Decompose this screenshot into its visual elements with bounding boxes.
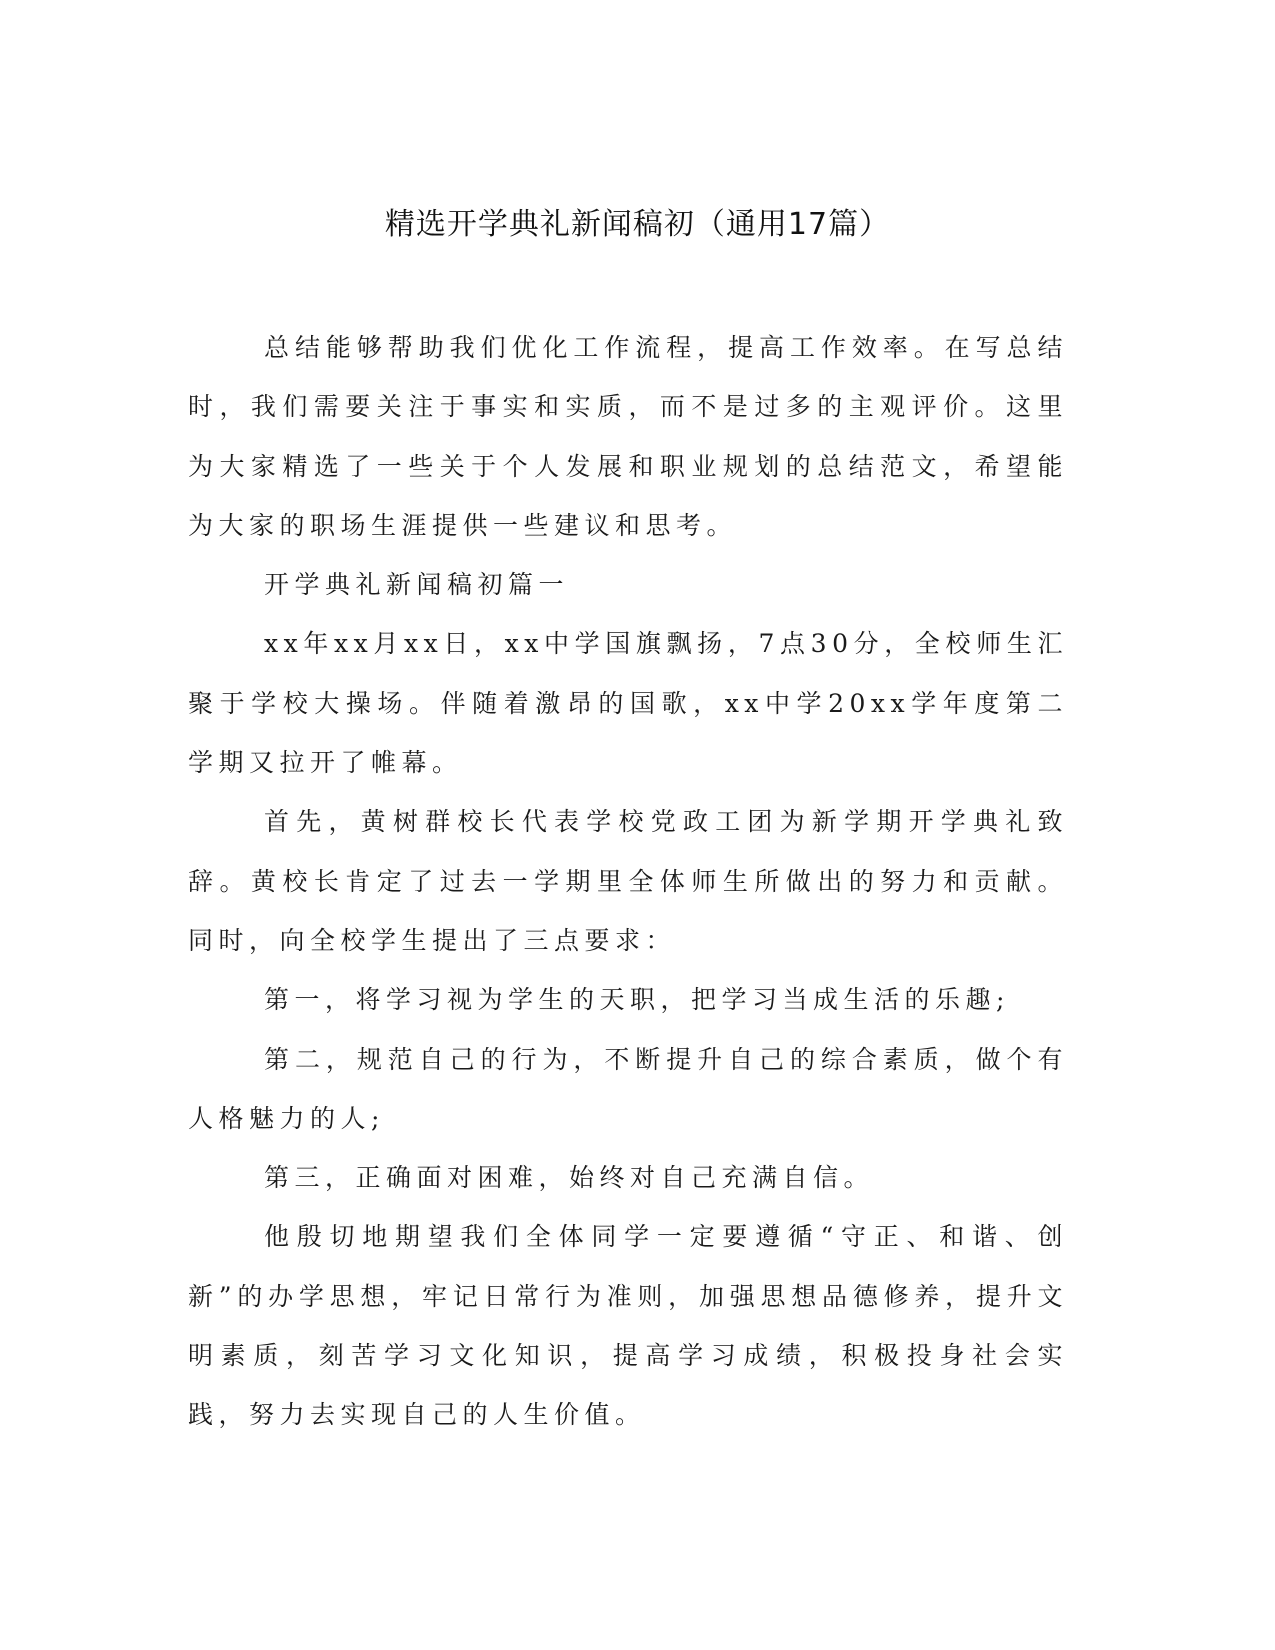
list-item-first: 第一，将学习视为学生的天职，把学习当成生活的乐趣; xyxy=(264,985,1010,1015)
intro-paragraph: 总结能够帮助我们优化工作流程，提高工作效率。在写总结时，我们需要关注于事实和实质，而不是过多的主观评价。这里为大家精选了一些关于个人发展和职业规划的总结范文，希望能为大家的职场生涯提供一些建议和思考。 xyxy=(188,333,1068,540)
list-item-third: 第三，正确面对困难，始终对自己充满自信。 xyxy=(264,1163,875,1193)
document-body xyxy=(188,318,1068,1445)
document-title: 精选开学典礼新闻稿初（通用17篇） xyxy=(384,207,891,242)
list-item-second: 第二，规范自己的行为，不断提升自己的综合素质，做个有人格魅力的人; xyxy=(188,1044,1068,1133)
body-paragraph: 首先，黄树群校长代表学校党政工团为新学期开学典礼致辞。黄校长肯定了过去一学期里全体师生所做出的努力和贡献。同时，向全校学生提出了三点要求： xyxy=(188,807,1068,955)
body-paragraph: xx年xx月xx日，xx中学国旗飘扬，7点30分，全校师生汇聚于学校大操场。伴随着激昂的国歌，xx中学20xx学年度第二学期又拉开了帷幕。 xyxy=(188,629,1068,778)
body-paragraph: 他殷切地期望我们全体同学一定要遵循“守正、和谐、创新”的办学思想，牢记日常行为准则，加强思想品德修养，提升文明素质，刻苦学习文化知识，提高学习成绩，积极投身社会实践，努力去实现自己的人生价值。 xyxy=(188,1222,1068,1430)
section-heading: 开学典礼新闻稿初篇一 xyxy=(264,570,570,600)
